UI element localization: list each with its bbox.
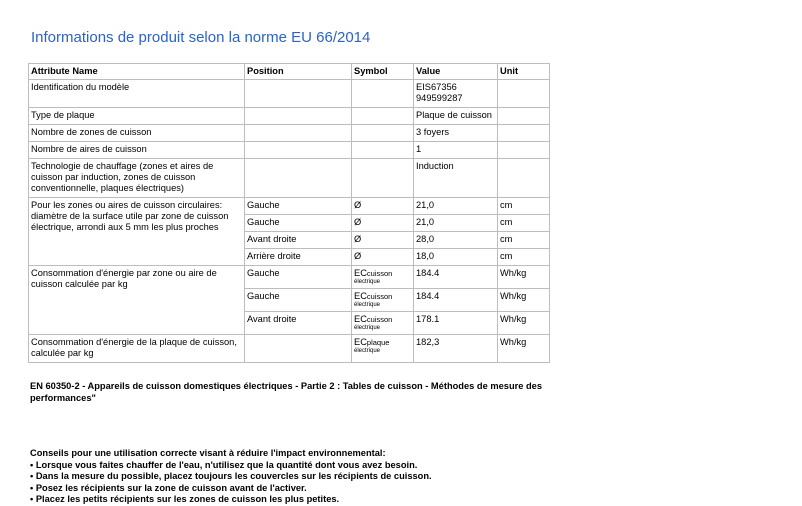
- cell-unit: cm: [498, 198, 550, 215]
- cell-position: Gauche: [245, 266, 352, 289]
- cell-symbol: Ø: [352, 198, 414, 215]
- cell-symbol: Ø: [352, 215, 414, 232]
- cell-unit: cm: [498, 249, 550, 266]
- table-row: [29, 198, 550, 215]
- cell-unit: Wh/kg: [498, 266, 550, 289]
- tip-item: • Lorsque vous faites chauffer de l'eau, n'utilisez que la quantité dont vous avez besoin.: [30, 459, 418, 470]
- cell-symbol: [352, 266, 414, 289]
- cell-position: Arrière droite: [245, 249, 352, 266]
- cell-value: 184.4: [414, 289, 498, 312]
- cell-attribute: Technologie de chauffage (zones et aires de cuisson par induction, zones de cuisson conventionnelle, plaques électriques): [29, 159, 245, 198]
- cell-value: Induction: [414, 159, 498, 198]
- table-row: [29, 80, 550, 108]
- model-number: EIS67356: [416, 82, 457, 92]
- cell-attribute: Consommation d'énergie par zone ou aire de cuisson calculée par kg: [29, 266, 245, 335]
- cell-unit: cm: [498, 232, 550, 249]
- cell-symbol: [352, 335, 414, 363]
- cell-value: [414, 80, 498, 108]
- symbol-sub: électrique: [354, 279, 381, 285]
- header-value: Value: [414, 64, 498, 80]
- cell-value: 21,0: [414, 215, 498, 232]
- cell-attribute: Type de plaque: [29, 108, 245, 125]
- product-number: 949599287: [416, 93, 463, 103]
- symbol-sub: électrique: [354, 325, 381, 331]
- table-header-row: [29, 64, 550, 80]
- cell-value: 21,0: [414, 198, 498, 215]
- symbol-main: EC: [354, 314, 367, 324]
- cell-attribute: Nombre de zones de cuisson: [29, 125, 245, 142]
- header-symbol: Symbol: [352, 64, 414, 80]
- symbol-sup: cuisson: [366, 269, 393, 278]
- table-row: [29, 159, 550, 198]
- table-row: [29, 335, 550, 363]
- cell-attribute: Consommation d'énergie de la plaque de cuisson, calculée par kg: [29, 335, 245, 363]
- table-row: [29, 266, 550, 289]
- symbol-main: EC: [354, 337, 367, 347]
- symbol-main: EC: [354, 268, 367, 278]
- cell-attribute: Pour les zones ou aires de cuisson circulaires: diamètre de la surface utile par zone de cuisson électrique, arrondi aux 5 mm les plus proches: [29, 198, 245, 266]
- cell-position: Gauche: [245, 198, 352, 215]
- symbol-main: EC: [354, 291, 367, 301]
- cell-value: 18,0: [414, 249, 498, 266]
- header-attribute-name: Attribute Name: [29, 64, 245, 80]
- tips-heading: Conseils pour une utilisation correcte visant à réduire l'impact environnemental:: [30, 448, 386, 458]
- cell-value: 3 foyers: [414, 125, 498, 142]
- product-info-table: [28, 63, 550, 363]
- cell-symbol: [352, 289, 414, 312]
- cell-unit: cm: [498, 215, 550, 232]
- table-row: [29, 108, 550, 125]
- tip-item: • Posez les récipients sur la zone de cuisson avant de l'activer.: [30, 482, 307, 493]
- standard-note: EN 60350-2 - Appareils de cuisson domestiques électriques - Partie 2 : Tables de cuisson - Méthodes de mesure des performances": [30, 381, 543, 403]
- cell-value: 1: [414, 142, 498, 159]
- symbol-sub: électrique: [354, 302, 381, 308]
- tip-item: • Dans la mesure du possible, placez toujours les couvercles sur les récipients de cuisson.: [30, 471, 432, 481]
- cell-position: Gauche: [245, 215, 352, 232]
- tip-item: • Placez les petits récipients sur les zones de cuisson les plus petites.: [30, 494, 340, 504]
- tips-section: [30, 448, 590, 506]
- table-row: [29, 142, 550, 159]
- cell-symbol: Ø: [352, 232, 414, 249]
- cell-position: Avant droite: [245, 312, 352, 335]
- cell-unit: Wh/kg: [498, 289, 550, 312]
- cell-attribute: Nombre de aires de cuisson: [29, 142, 245, 159]
- cell-attribute: Identification du modèle: [29, 80, 245, 108]
- cell-position: Gauche: [245, 289, 352, 312]
- symbol-sub: électrique: [354, 348, 381, 354]
- cell-value: 28,0: [414, 232, 498, 249]
- cell-value: Plaque de cuisson: [414, 108, 498, 125]
- cell-value: 182,3: [414, 335, 498, 363]
- symbol-sup: plaque: [366, 338, 390, 347]
- cell-value: 178.1: [414, 312, 498, 335]
- cell-unit: Wh/kg: [498, 312, 550, 335]
- symbol-sup: cuisson: [366, 292, 393, 301]
- cell-position: Avant droite: [245, 232, 352, 249]
- page-title: Informations de produit selon la norme EU 66/2014: [31, 29, 371, 46]
- table-row: [29, 125, 550, 142]
- header-position: Position: [245, 64, 352, 80]
- cell-unit: Wh/kg: [498, 335, 550, 363]
- cell-symbol: Ø: [352, 249, 414, 266]
- symbol-sup: cuisson: [366, 315, 393, 324]
- cell-value: 184.4: [414, 266, 498, 289]
- header-unit: Unit: [498, 64, 550, 80]
- cell-symbol: [352, 312, 414, 335]
